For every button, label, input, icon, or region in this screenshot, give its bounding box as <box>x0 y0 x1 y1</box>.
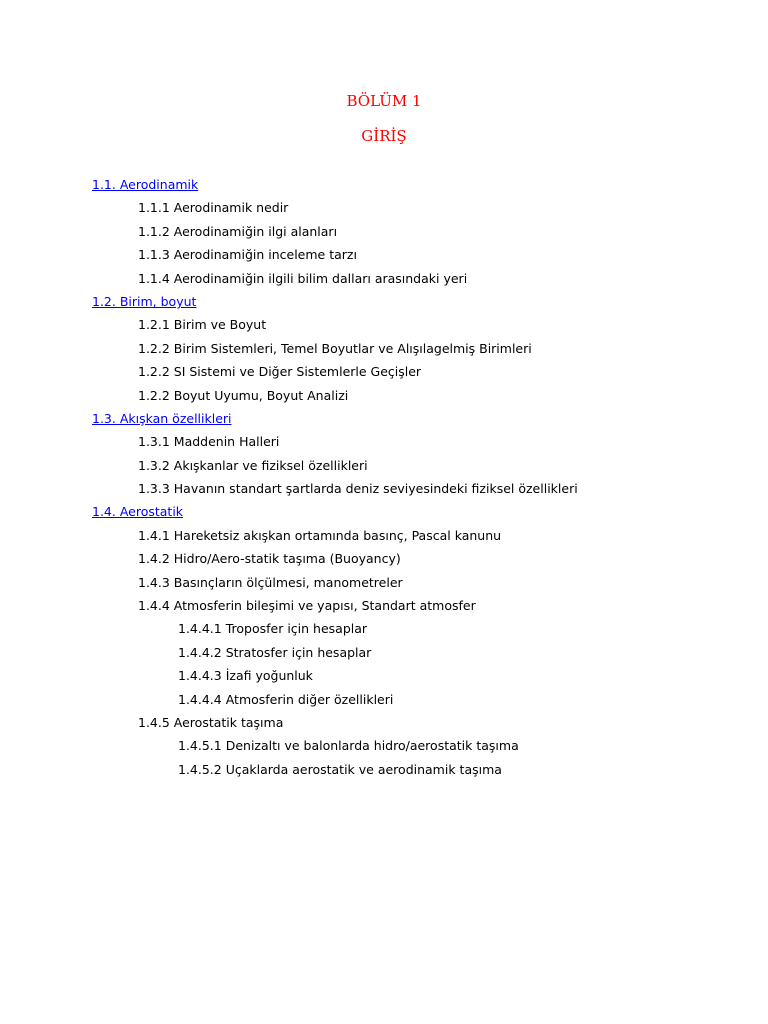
toc-entry-text: 1.3.2 Akışkanlar ve fiziksel özellikleri <box>138 457 368 473</box>
toc-entry-row <box>0 711 768 734</box>
toc-section-row <box>0 407 768 430</box>
toc-entry-text: 1.1.2 Aerodinamiğin ilgi alanları <box>138 223 338 239</box>
toc-entry-text: 1.2.2 SI Sistemi ve Diğer Sistemlerle Geçişler <box>138 364 422 380</box>
toc-entry-row <box>0 360 768 383</box>
toc-entry-text: 1.4.4.3 İzafi yoğunluk <box>178 668 313 684</box>
toc-entry-row <box>0 617 768 640</box>
toc-entry-row <box>0 571 768 594</box>
toc-entry-text: 1.1.3 Aerodinamiğin inceleme tarzı <box>138 247 357 263</box>
toc-entry-text: 1.1.1 Aerodinamik nedir <box>138 200 289 216</box>
toc-entry-text: 1.4.4.2 Stratosfer için hesaplar <box>178 644 372 660</box>
toc-entry-row <box>0 430 768 453</box>
toc-entry-row <box>0 454 768 477</box>
chapter-title: GİRİŞ <box>361 127 407 145</box>
toc-entry-row <box>0 594 768 617</box>
toc-entry-text: 1.2.2 Birim Sistemleri, Temel Boyutlar ve Alışılagelmiş Birimleri <box>138 340 532 356</box>
toc-entry-row <box>0 196 768 219</box>
toc-section-row <box>0 173 768 196</box>
toc-entry-text: 1.2.2 Boyut Uyumu, Boyut Analizi <box>138 387 349 403</box>
toc-entry-text: 1.4.5 Aerostatik taşıma <box>138 714 284 730</box>
toc-entry-text: 1.4.3 Basınçların ölçülmesi, manometreler <box>138 574 403 590</box>
toc-entry-text: 1.4.5.2 Uçaklarda aerostatik ve aerodinamik taşıma <box>178 761 502 777</box>
toc-entry-text: 1.4.2 Hidro/Aero-statik taşıma (Buoyancy) <box>138 551 401 567</box>
table-of-contents <box>0 173 768 781</box>
chapter-label: BÖLÜM 1 <box>346 92 422 110</box>
toc-section-row <box>0 500 768 523</box>
toc-entry-row <box>0 337 768 360</box>
toc-entry-row <box>0 758 768 781</box>
toc-section-link[interactable]: 1.4. Aerostatik <box>92 504 184 520</box>
toc-section-link[interactable]: 1.1. Aerodinamik <box>92 177 199 192</box>
toc-entry-row <box>0 547 768 570</box>
toc-entry-row <box>0 243 768 266</box>
toc-entry-row <box>0 688 768 711</box>
toc-entry-row <box>0 267 768 290</box>
toc-entry-row <box>0 734 768 757</box>
toc-entry-text: 1.4.4.4 Atmosferin diğer özellikleri <box>178 691 394 707</box>
toc-entry-text: 1.4.4 Atmosferin bileşimi ve yapısı, Standart atmosfer <box>138 598 476 614</box>
toc-entry-text: 1.4.4.1 Troposfer için hesaplar <box>178 621 368 637</box>
toc-section-row <box>0 290 768 313</box>
toc-entry-row <box>0 220 768 243</box>
toc-entry-row <box>0 477 768 500</box>
toc-entry-text: 1.4.5.1 Denizaltı ve balonlarda hidro/aerostatik taşıma <box>178 738 519 754</box>
toc-entry-text: 1.3.3 Havanın standart şartlarda deniz seviyesindeki fiziksel özellikleri <box>138 481 578 497</box>
toc-entry-row <box>0 313 768 336</box>
toc-entry-row <box>0 664 768 687</box>
toc-entry-text: 1.4.1 Hareketsiz akışkan ortamında basınç, Pascal kanunu <box>138 527 502 543</box>
toc-entry-row <box>0 384 768 407</box>
toc-entry-text: 1.2.1 Birim ve Boyut <box>138 317 267 333</box>
toc-section-link[interactable]: 1.3. Akışkan özellikleri <box>92 410 232 426</box>
toc-entry-row <box>0 641 768 664</box>
toc-entry-row <box>0 524 768 547</box>
toc-entry-text: 1.3.1 Maddenin Halleri <box>138 434 280 450</box>
toc-section-link[interactable]: 1.2. Birim, boyut <box>92 293 197 309</box>
toc-entry-text: 1.1.4 Aerodinamiğin ilgili bilim dalları arasındaki yeri <box>138 270 468 286</box>
